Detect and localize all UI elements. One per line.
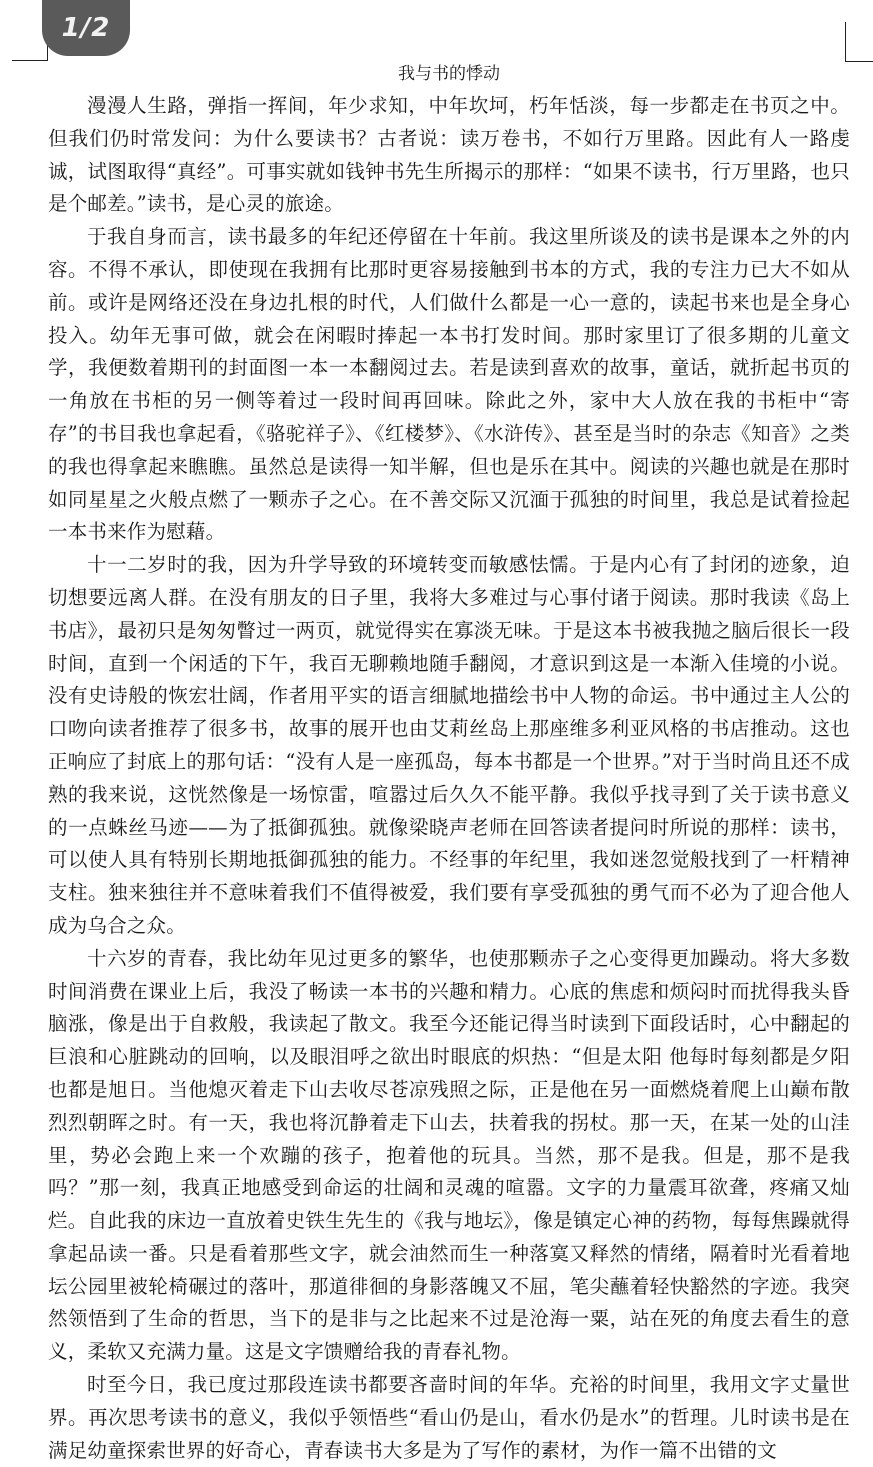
paragraph-4: 十六岁的青春，我比幼年见过更多的繁华，也使那颗赤子之心变得更加躁动。将大多数时间消费在课业上后，我没了畅读一本书的兴趣和精力。心底的焦虑和烦闷时而扰得我头昏脑涨，像是出于自救般，我读起了散文。我至今还能记得当时读到下面段话时，心中翻起的巨浪和心脏跳动的回响，以及眼泪呼之欲出时眼底的炽热：“但是太阳 他每时每刻都是夕阳也都是旭日。当他熄灭着走下山去收尽苍凉残照之际，正是他在另一面燃烧着爬上山巅布散烈烈朝晖之时。有一天，我也将沉静着走下山去，扶着我的拐杖。那一天，在某一处的山洼里，势必会跑上来一个欢蹦的孩子，抱着他的玩具。当然，那不是我。但是，那不是我吗？”那一刻，我真正地感受到命运的壮阔和灵魂的喧嚣。文字的力量震耳欲聋，疼痛又灿烂。自此我的床边一直放着史铁生先生的《我与地坛》，像是镇定心神的药物，每每焦躁就得拿起品读一番。只是看着那些文字，就会油然而生一种落寞又释然的情绪，隔着时光看着地坛公园里被轮椅碾过的落叶，那道徘徊的身影落魄又不屈，笔尖蘸着轻快豁然的字迹。我突然领悟到了生命的哲思，当下的是非与之比起来不过是沧海一粟，站在死的角度去看生的意义，柔软又充满力量。这是文字馈赠给我的青春礼物。 xyxy=(48,946,850,1364)
paragraph-5: 时至今日，我已度过那段连读书都要吝啬时间的年华。充裕的时间里，我用文字丈量世界。再次思考读书的意义，我似乎领悟些“看山仍是山，看水仍是水”的哲理。儿时读书是在满足幼童探索世界的好奇心，青春读书大多是为了写作的素材，为作一篇不出错的文 xyxy=(48,1373,850,1462)
paragraph-2: 于我自身而言，读书最多的年纪还停留在十年前。我这里所谈及的读书是课本之外的内容。不得不承认，即使现在我拥有比那时更容易接触到书本的方式，我的专注力已大不如从前。或许是网络还没在身边扎根的时代，人们做什么都是一心一意的，读起书来也是全身心投入。幼年无事可做，就会在闲暇时捧起一本书打发时间。那时家里订了很多期的儿童文学，我便数着期刊的封面图一本一本翻阅过去。若是读到喜欢的故事，童话，就折起书页的一角放在书柜的另一侧等着过一段时间再回味。除此之外，家中大人放在我的书柜中“寄存”的书目我也拿起看，《骆驼祥子》、《红楼梦》、《水浒传》、甚至是当时的杂志《知音》之类的我也得拿起来瞧瞧。虽然总是读得一知半解，但也是乐在其中。阅读的兴趣也就是在那时如同星星之火般点燃了一颗赤子之心。在不善交际又沉湎于孤独的时间里，我总是试着捡起一本书来作为慰藉。 xyxy=(48,225,850,544)
paragraph-3: 十一二岁时的我，因为升学导致的环境转变而敏感怯懦。于是内心有了封闭的迹象，迫切想要远离人群。在没有朋友的日子里，我将大多难过与心事付诸于阅读。那时我读《岛上书店》，最初只是匆匆瞥过一两页，就觉得实在寡淡无味。于是这本书被我抛之脑后很长一段时间，直到一个闲适的下午，我百无聊赖地随手翻阅，才意识到这是一本渐入佳境的小说。没有史诗般的恢宏壮阔，作者用平实的语言细腻地描绘书中人物的命运。书中通过主人公的口吻向读者推荐了很多书，故事的展开也由艾莉丝岛上那座维多利亚风格的书店推动。这也正响应了封底上的那句话：“没有人是一座孤岛，每本书都是一个世界。”对于当时尚且还不成熟的我来说，这恍然像是一场惊雷，喧嚣过后久久不能平静。我似乎找寻到了关于读书意义的一点蛛丝马迹——为了抵御孤独。就像梁晓声老师在回答读者提问时所说的那样：读书，可以使人具有特别长期地抵御孤独的能力。不经事的年纪里，我如迷忽觉般找到了一杆精神支柱。独来独往并不意味着我们不值得被爱，我们要有享受孤独的勇气而不必为了迎合他人成为乌合之众。 xyxy=(48,553,850,937)
document-title: 我与书的悸动 xyxy=(398,64,500,84)
crop-mark-left-horizontal xyxy=(12,60,48,61)
page-indicator-badge[interactable]: 1/2 xyxy=(42,0,130,56)
paragraph-1: 漫漫人生路，弹指一挥间，年少求知，中年坎坷，朽年恬淡，每一步都走在书页之中。但我们仍时常发问：为什么要读书？古者说：读万卷书，不如行万里路。因此有人一路虔诚，试图取得“真经”。可事实就如钱钟书先生所揭示的那样：“如果不读书，行万里路，也只是个邮差。”读书，是心灵的旅途。 xyxy=(48,94,850,216)
crop-mark-right-vertical xyxy=(845,22,846,62)
document-body xyxy=(48,62,850,1467)
